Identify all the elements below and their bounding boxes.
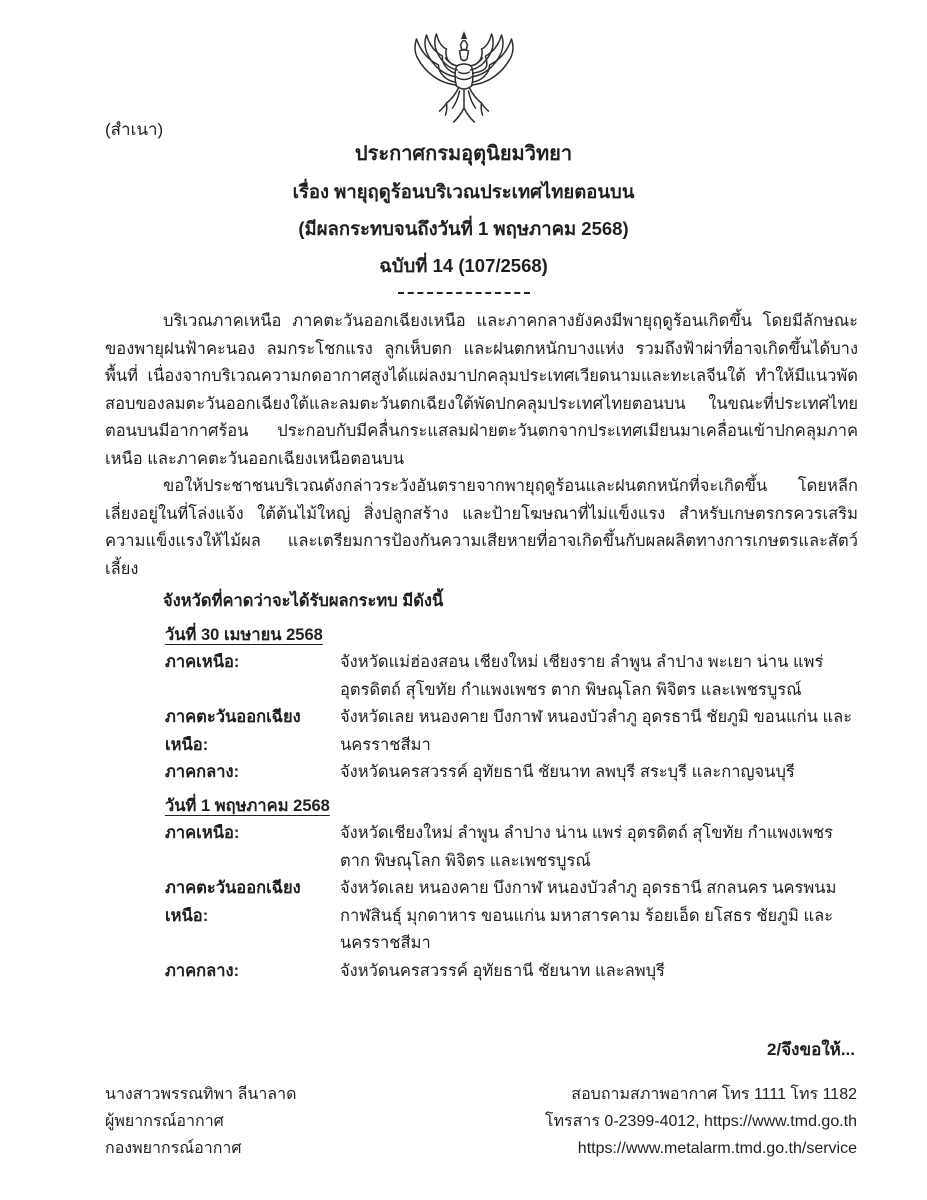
- document-subject: เรื่อง พายุฤดูร้อนบริเวณประเทศไทยตอนบน: [292, 181, 635, 202]
- region-label: ภาคเหนือ:: [165, 824, 240, 842]
- region-provinces: จังหวัดแม่ฮ่องสอน เชียงใหม่ เชียงราย ลำพูน ลำปาง พะเยา น่าน แพร่ อุตรดิตถ์ สุโขทัย กำแพงเพชร ตาก พิษณุโลก พิจิตร และเพชรบูรณ์: [340, 653, 824, 699]
- region-row: [165, 759, 858, 787]
- region-provinces: จังหวัดเลย หนองคาย บึงกาฬ หนองบัวลำภู อุดรธานี สกลนคร นครพนม กาฬสินธุ์ มุกดาหาร ขอนแก่น มหาสารคาม ร้อยเอ็ด ยโสธร ชัยภูมิ และนครราชสีมา: [340, 879, 837, 952]
- region-label: ภาคเหนือ:: [165, 653, 240, 671]
- document-body: [105, 308, 858, 985]
- region-provinces: จังหวัดนครสวรรค์ อุทัยธานี ชัยนาท ลพบุรี สระบุรี และกาญจนบุรี: [340, 763, 795, 781]
- effective-date-line: (มีผลกระทบจนถึงวันที่ 1 พฤษภาคม 2568): [298, 218, 629, 239]
- region-row: [165, 958, 858, 986]
- contact-phone-line: สอบถามสภาพอากาศ โทร 1111 โทร 1182: [571, 1086, 857, 1103]
- impact-date-heading: วันที่ 1 พฤษภาคม 2568: [165, 796, 330, 815]
- impact-heading: จังหวัดที่คาดว่าจะได้รับผลกระทบ มีดังนี้: [163, 592, 444, 610]
- title-separator: [398, 292, 530, 294]
- contact-alert-url-line: https://www.metalarm.tmd.go.th/service: [577, 1140, 857, 1157]
- impact-day-2: [165, 793, 858, 986]
- impact-day-1: [165, 622, 858, 787]
- signature-block: [105, 1081, 296, 1162]
- region-label: ภาคตะวันออกเฉียงเหนือ:: [165, 708, 301, 754]
- region-provinces: จังหวัดนครสวรรค์ อุทัยธานี ชัยนาท และลพบุรี: [340, 961, 665, 980]
- signer-title: ผู้พยากรณ์อากาศ: [105, 1113, 224, 1130]
- body-paragraph-2: ขอให้ประชาชนบริเวณดังกล่าวระวังอันตรายจากพายุฤดูร้อนและฝนตกหนักที่จะเกิดขึ้น โดยหลีกเลี่ยงอยู่ในที่โล่งแจ้ง ใต้ต้นไม้ใหญ่ สิ่งปลูกสร้าง และป้ายโฆษณาที่ไม่แข็งแรง สำหรับเกษตรกรควรเสริมความแข็งแรงให้ไม้ผล และเตรียมการป้องกันความเสียหายที่อาจเกิดขึ้นกับผลผลิตทางการเกษตรและสัตว์เลี้ยง: [105, 477, 858, 578]
- signer-division: กองพยากรณ์อากาศ: [105, 1140, 242, 1157]
- region-provinces: จังหวัดเชียงใหม่ ลำพูน ลำปาง น่าน แพร่ อุตรดิตถ์ สุโขทัย กำแพงเพชร ตาก พิษณุโลก พิจิตร และเพชรบูรณ์: [340, 824, 834, 870]
- contact-fax-website-line: โทรสาร 0-2399-4012, https://www.tmd.go.th: [544, 1113, 857, 1130]
- region-row: [165, 820, 858, 875]
- impact-date-heading: วันที่ 30 เมษายน 2568: [165, 625, 323, 644]
- region-provinces: จังหวัดเลย หนองคาย บึงกาฬ หนองบัวลำภู อุดรธานี ชัยภูมิ ขอนแก่น และนครราชสีมา: [340, 708, 853, 754]
- document-title: ประกาศกรมอุตุนิยมวิทยา: [354, 143, 573, 165]
- region-label: ภาคกลาง:: [165, 961, 240, 980]
- region-label: ภาคตะวันออกเฉียงเหนือ:: [165, 879, 301, 925]
- garuda-emblem: [401, 28, 526, 137]
- continuation-marker: 2/จึงขอให้...: [767, 1040, 855, 1059]
- body-paragraph-1: บริเวณภาคเหนือ ภาคตะวันออกเฉียงเหนือ และภาคกลางยังคงมีพายุฤดูร้อนเกิดขึ้น โดยมีลักษณะของพายุฝนฟ้าคะนอง ลมกระโชกแรง ลูกเห็บตก และฝนตกหนักบางแห่ง รวมถึงฟ้าผ่าที่อาจเกิดขึ้นได้บางพื้นที่ เนื่องจากบริเวณความกดอากาศสูงได้แผ่ลงมาปกคลุมประเทศเวียดนามและทะเลจีนใต้ ทำให้มีแนวพัดสอบของลมตะวันออกเฉียงใต้และลมตะวันตกเฉียงใต้พัดปกคลุมประเทศไทยตอนบน ในขณะที่ประเทศไทยตอนบนมีอากาศร้อน ประกอบกับมีคลื่นกระแสลมฝ่ายตะวันตกจากประเทศเมียนมาเคลื่อนเข้าปกคลุมภาคเหนือ และภาคตะวันออกเฉียงเหนือตอนบน: [105, 312, 858, 468]
- region-row: [165, 704, 858, 759]
- region-row: [165, 649, 858, 704]
- contact-block: [545, 1081, 857, 1162]
- region-row: [165, 875, 858, 958]
- issue-number-line: ฉบับที่ 14 (107/2568): [379, 255, 548, 276]
- signer-name: นางสาวพรรณทิพา ลีนาลาด: [105, 1086, 297, 1103]
- title-block: [0, 136, 927, 294]
- copy-label: (สำเนา): [105, 120, 164, 139]
- region-label: ภาคกลาง:: [165, 763, 240, 781]
